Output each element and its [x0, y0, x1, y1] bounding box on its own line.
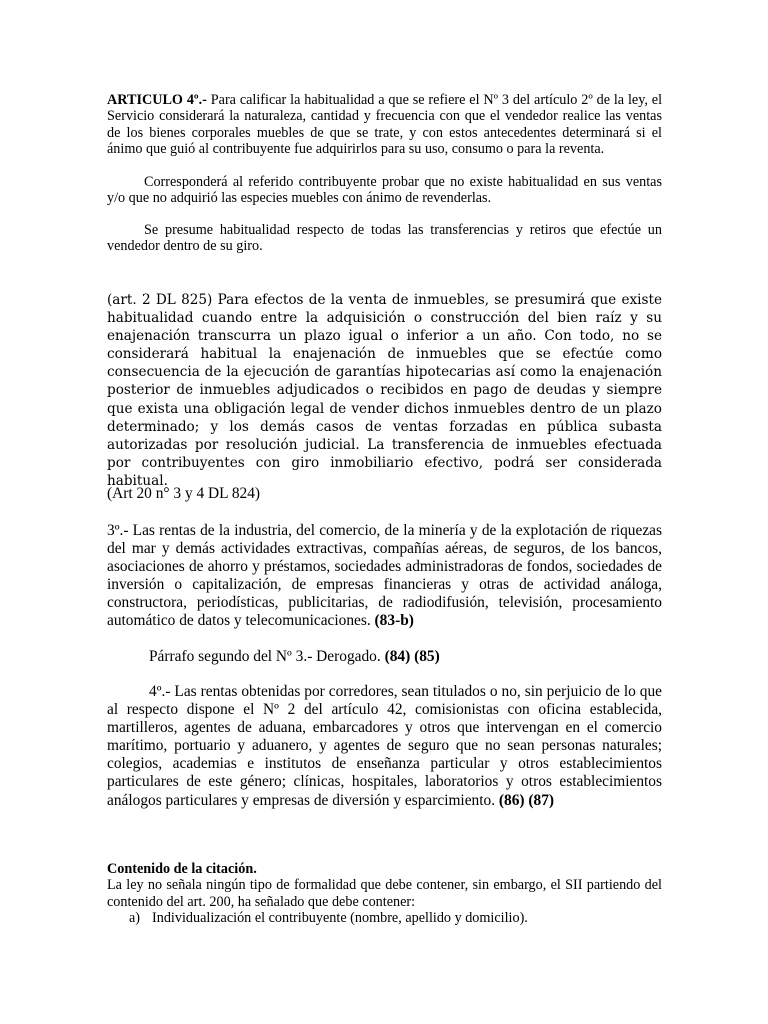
dl824-item-3 — [107, 522, 662, 631]
citacion-list-item — [107, 910, 662, 926]
dl824-item-4-ref: (86) (87) — [498, 791, 555, 809]
list-item-text: Individualización el contribuyente (nombre, apellido y domicilio). — [152, 909, 528, 926]
parrafo-segundo-ref: (84) (85) — [384, 648, 440, 665]
parrafo-segundo-text: Párrafo segundo del Nº 3.- Derogado. — [149, 648, 385, 665]
article-4-paragraph-3: Se presume habitualidad respecto de todas las transferencias y retiros que efectúe un vendedor dentro de su giro. — [107, 222, 662, 255]
dl824-heading: (Art 20 n° 3 y 4 DL 824) — [107, 485, 261, 502]
dl824-item-4-text: 4º.- Las rentas obtenidas por corredores, sean titulados o no, sin perjuicio de lo que al respecto dispone el Nº 2 del artículo 42, comisionistas con oficina establecida, martilleros, agentes de aduana, embarcadores y otros que intervengan en el comercio marítimo, portuario y aduanero, y agentes de seguro que no sean personas naturales; colegios, academias e institutos de enseñanza particular y otros establecimientos particulares de este género; clínicas, hospitales, laboratorios y otros establecimientos análogos particulares y empresas de diversión y esparcimiento. — [107, 683, 662, 809]
parrafo-segundo — [107, 648, 662, 666]
list-marker: a) — [129, 909, 141, 926]
citacion-intro: La ley no señala ningún tipo de formalidad que debe contener, sin embargo, el SII partiendo del contenido del art. 200, ha señalado que debe contener: — [107, 877, 662, 910]
article-4-heading: ARTICULO 4º.- — [107, 92, 207, 108]
article-4-text-1: Para calificar la habitualidad a que se refiere el Nº 3 del artículo 2º de la ley, el Servicio considerará la naturaleza, cantidad y frecuencia con que el vendedor realice las ventas de los bienes corporales muebles de que se trate, y con estos antecedentes determinará si el ánimo que guió al contribuyente fue adquirirlos para su uso, consumo o para la reventa. — [107, 92, 663, 157]
dl824-item-3-ref: (83-b) — [374, 612, 414, 630]
citacion-section — [107, 861, 662, 926]
citacion-heading: Contenido de la citación. — [107, 861, 257, 877]
citacion-list — [107, 910, 662, 926]
dl824-item-4 — [107, 683, 662, 810]
dl824-item-3-text: 3º.- Las rentas de la industria, del comercio, de la minería y de la explotación de riquezas del mar y demás actividades extractivas, compañías aéreas, de seguros, de los bancos, asociaciones de ahorro y préstamos, sociedades administradoras de fondos, sociedades de inversión o capitalización, de empresas financieras y otras de actividad análoga, constructora, periodísticas, publicitarias, de radiodifusión, televisión, procesamiento automático de datos y telecomunicaciones. — [107, 522, 662, 630]
article-4-paragraph-2: Corresponderá al referido contribuyente probar que no existe habitualidad en sus ventas y/o que no adquirió las especies muebles con ánimo de revenderlas. — [107, 174, 662, 207]
dl825-paragraph: (art. 2 DL 825) Para efectos de la venta de inmuebles, se presumirá que existe habitualidad cuando entre la adquisición o construcción del bien raíz y su enajenación transcurra un plazo igual o inferior a un año. Con todo, no se considerará habitual la enajenación de inmuebles que se efectúe como consecuencia de la ejecución de garantías hipotecarias así como la enajenación posterior de inmuebles adjudicados o recibidos en pago de deudas y siempre que exista una obligación legal de vender dichos inmuebles dentro de un plazo determinado; y los demás casos de ventas forzadas en pública subasta autorizadas por resolución judicial. La transferencia de inmuebles efectuada por contribuyentes con giro inmobiliario efectivo, podrá ser considerada habitual. — [107, 292, 662, 489]
article-4-paragraph-1 — [107, 92, 662, 157]
